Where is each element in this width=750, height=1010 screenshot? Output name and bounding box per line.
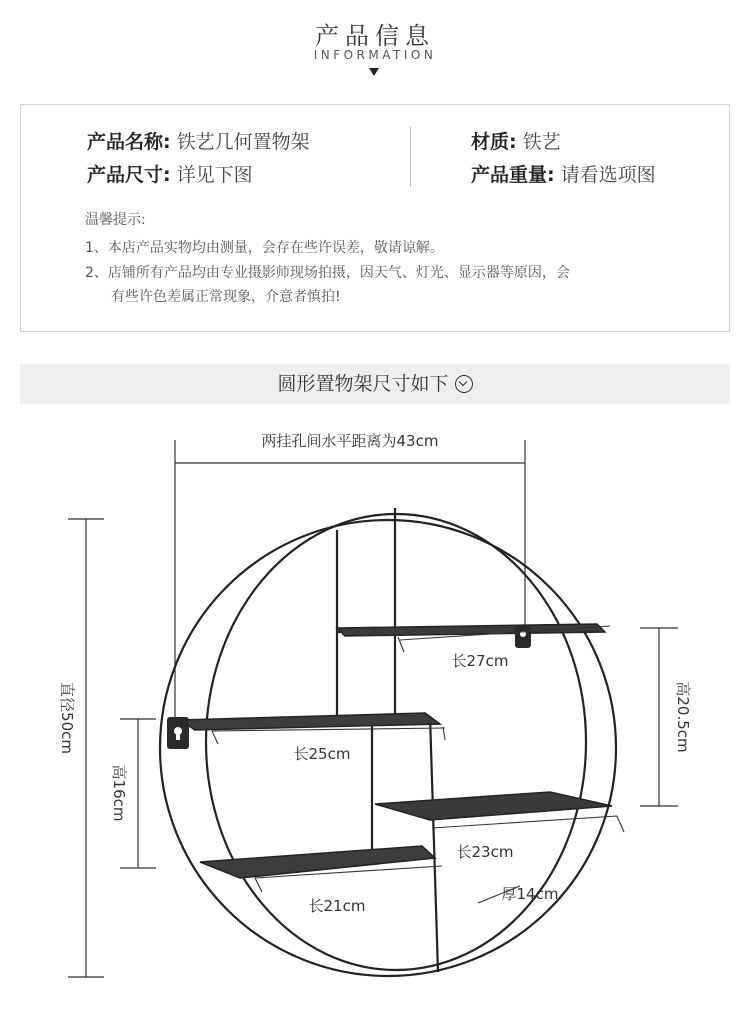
length-mid-label: 长25cm: [293, 745, 351, 763]
section-title: 圆形置物架尺寸如下: [277, 373, 449, 395]
length-right-label: 长23cm: [456, 843, 514, 861]
product-size-value: 详见下图: [176, 164, 253, 186]
circular-frame: [160, 514, 616, 976]
right-height-dimension-line: [640, 628, 678, 806]
tips-line-2: 2、店铺所有产品均由专业摄影师现场拍摄，因天气、灯光、显示器等原因，会: [85, 265, 570, 281]
length-bottom-label: 长21cm: [308, 897, 366, 915]
frame-uprights: [337, 508, 600, 972]
material-value: 铁艺: [522, 131, 561, 153]
material-label: 材质:: [471, 131, 517, 153]
depth-label: 厚14cm: [501, 885, 559, 903]
width-dimension-line: [175, 440, 525, 722]
tips-line-2b: 有些许色差属正常现象，介意者慎拍!: [111, 289, 341, 305]
tips-title: 温馨提示:: [85, 212, 146, 228]
hole-distance-label: 两挂孔间水平距离为43cm: [261, 432, 439, 450]
right-height-label: 高20.5cm: [674, 681, 692, 753]
length-top-label: 长27cm: [451, 652, 509, 670]
product-weight-label: 产品重量:: [471, 164, 555, 186]
product-name-label: 产品名称:: [87, 131, 171, 153]
product-weight-value: 请看选项图: [560, 164, 656, 186]
header-title: 产品信息: [315, 22, 435, 50]
left-height-label: 高16cm: [110, 764, 128, 822]
product-size-label: 产品尺寸:: [87, 164, 171, 186]
header-subtitle: INFORMATION: [313, 48, 437, 62]
tips-line-1: 1、本店产品实物均由测量，会存在些许误差，敬请谅解。: [85, 240, 444, 256]
product-name-value: 铁艺几何置物架: [176, 131, 310, 153]
diameter-label: 直径50cm: [58, 682, 76, 754]
